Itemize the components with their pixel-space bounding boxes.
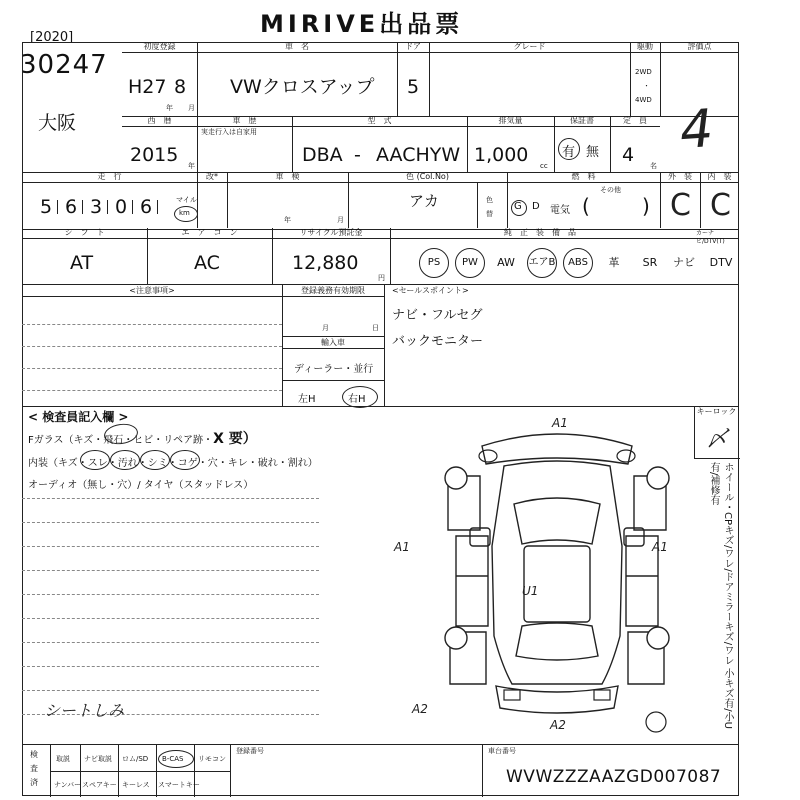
history-note: 実走行入は自家用 xyxy=(201,128,257,136)
aircon: AC xyxy=(194,252,220,274)
doc-bcas: B-CAS xyxy=(162,755,184,763)
displacement-label: 排気量 xyxy=(498,116,523,125)
drive-2wd: 2WD xyxy=(635,68,652,76)
score-value: 4 xyxy=(677,98,716,162)
key-lock-mark: 〆 xyxy=(706,427,729,452)
drive-label: 駆動 xyxy=(637,42,653,51)
handwritten-note: シートしみ xyxy=(44,701,125,720)
doc-smart-key: スマートキー xyxy=(158,781,200,789)
reg-month: 8 xyxy=(174,76,187,98)
doc-navi-manual: ナビ取説 xyxy=(84,755,112,763)
row1 xyxy=(122,42,739,116)
score-label: 評価点 xyxy=(687,42,712,51)
mark-a1-right: A1 xyxy=(652,540,668,554)
displacement-unit: cc xyxy=(540,162,548,170)
sales-point-2: バックモニター xyxy=(392,334,484,349)
interior-grade: C xyxy=(710,188,731,223)
mileage-unit-mile: マイル xyxy=(176,196,197,204)
glass-x: X 要） xyxy=(213,431,257,447)
equip-airbag: エアB xyxy=(527,248,557,278)
equip-aw: AW xyxy=(497,256,515,269)
row2 xyxy=(122,116,660,172)
interior-line: 内装（キズ・スレ・汚れ・シミ・コゲ・穴・キレ・破れ・割れ） xyxy=(28,458,318,469)
doc-manual: 取説 xyxy=(56,755,70,763)
mileage-digit: 6 xyxy=(65,196,78,218)
glass-text: Fガラス（キズ・飛石・ヒビ・リペア跡・ xyxy=(28,435,214,446)
vin-label: 車台番号 xyxy=(488,747,516,755)
docs-label-3: 済 xyxy=(30,778,38,787)
equipment-note: カーナビ/DTV(T) xyxy=(696,230,725,245)
mark-a2-rear: A2 xyxy=(550,718,566,732)
wheel-side-text: ホイール・CPキズ/ワレ/ドアミラーキズ/ワレ 小キズ有/小U有/補修有 xyxy=(708,462,733,729)
doc-rom-sd: ロム/SD xyxy=(122,755,149,763)
equip-leather: 革 xyxy=(608,256,620,269)
mileage-digits xyxy=(32,186,182,226)
equip-pw: PW xyxy=(455,248,485,278)
color-label: 色 (Col.No) xyxy=(406,172,449,181)
fuel-d: D xyxy=(532,201,540,212)
car-name-label: 車 名 xyxy=(285,42,309,51)
color: アカ xyxy=(409,192,439,210)
row3 xyxy=(22,172,739,228)
mark-u1-roof: U1 xyxy=(522,584,539,598)
row4 xyxy=(22,228,739,284)
exterior-label: 外 装 xyxy=(668,172,692,181)
sales-point-label: <セールスポイント> xyxy=(392,286,469,295)
mileage-label: 走 行 xyxy=(97,172,122,181)
doc-keyless: キーレス xyxy=(122,781,150,789)
west-year: 2015 xyxy=(130,144,179,166)
import-label: 輸入車 xyxy=(321,338,345,347)
capacity-unit: 名 xyxy=(650,162,657,170)
reg-expiry-month: 月 xyxy=(322,324,329,332)
equip-ps: PS xyxy=(419,248,449,278)
mileage-digit: 6 xyxy=(140,196,153,218)
lot-number: 30247 xyxy=(20,50,108,80)
drive-4wd: 4WD xyxy=(635,96,652,104)
doc-remote: リモコン xyxy=(198,755,226,763)
model-label: 型 式 xyxy=(367,116,392,125)
reg-label: 初度登録 xyxy=(143,42,176,51)
warranty-label: 保証書 xyxy=(570,116,594,125)
shift: AT xyxy=(70,252,94,274)
equip-sr: SR xyxy=(642,256,658,269)
mark-a1-front: A1 xyxy=(552,416,568,430)
caution-label: <注意事項> xyxy=(129,286,175,295)
venue: 大阪 xyxy=(38,112,77,134)
warranty-no: 無 xyxy=(586,145,600,160)
meter-label: 改* xyxy=(206,172,218,181)
notes-section xyxy=(22,284,739,407)
fuel-paren-close: ) xyxy=(642,194,650,218)
equip-dtv: DTV xyxy=(709,256,733,269)
equip-navi: ナビ xyxy=(673,256,695,269)
inspector-title: < 検査員記入欄 > xyxy=(28,410,129,424)
mark-a1-left: A1 xyxy=(394,540,410,554)
fuel-other: その他 xyxy=(600,186,621,194)
docs-label-2: 査 xyxy=(30,764,38,773)
recycle-label: リサイクル預託金 xyxy=(299,228,363,237)
equip-abs: ABS xyxy=(563,248,593,278)
model-code: AACHYW xyxy=(376,144,461,166)
form-title: MIRIVE出品票 xyxy=(260,10,464,38)
import-value: ディーラー・並行 xyxy=(294,364,374,375)
mark-a2-left: A2 xyxy=(412,702,428,716)
recycle-fee: 12,880 xyxy=(292,252,359,274)
mileage-unit-km: km xyxy=(179,209,190,217)
displacement: 1,000 xyxy=(474,144,529,166)
grade-label: グレード xyxy=(513,42,546,51)
car-diagram xyxy=(442,426,672,726)
sales-point-1: ナビ・フルセグ xyxy=(392,308,483,323)
mileage-digit: 5 xyxy=(40,196,53,218)
audio-tire-line: オーディオ（無し・穴）/ タイヤ（スタッドレス） xyxy=(28,480,254,491)
doors: 5 xyxy=(407,76,420,98)
doc-spare-key: スペアキー xyxy=(82,781,117,789)
capacity-label: 定 員 xyxy=(623,116,647,125)
reg-era: H27 xyxy=(128,76,167,98)
inspection-year-unit: 年 xyxy=(284,216,291,224)
fuel-label: 燃 料 xyxy=(571,172,596,181)
recycle-unit: 円 xyxy=(378,274,385,282)
door-label: ドア xyxy=(405,42,421,51)
history-label: 車 歴 xyxy=(232,116,257,125)
reg-expiry-day: 日 xyxy=(372,324,379,332)
mileage-digit: 0 xyxy=(115,196,128,218)
handle-right: 右H xyxy=(348,394,366,405)
footer xyxy=(22,744,739,797)
aircon-label: エ ア コ ン xyxy=(181,228,238,237)
drive-sep: ・ xyxy=(643,82,650,90)
inspector-section xyxy=(22,406,739,744)
doc-plate: ナンバー xyxy=(54,781,82,789)
reg-expiry-label: 登録義務有効期限 xyxy=(301,286,365,295)
shift-label: シ フ ト xyxy=(64,228,105,237)
west-year-label: 西 暦 xyxy=(147,116,172,125)
car-name: VWクロスアップ xyxy=(230,76,375,98)
glass-line xyxy=(28,428,257,448)
docs-label-1: 検 xyxy=(30,750,38,759)
model-prefix: DBA xyxy=(302,144,343,166)
reg-year-unit: 年 xyxy=(166,104,173,112)
inspection-month-unit: 月 xyxy=(337,216,344,224)
inspection-label: 車 検 xyxy=(275,172,300,181)
exterior-grade: C xyxy=(670,188,691,223)
color-change-1: 色 xyxy=(486,196,493,204)
fuel-paren-open: ( xyxy=(582,194,590,218)
warranty-yes: 有 xyxy=(562,145,576,160)
handle-left: 左H xyxy=(298,394,316,405)
interior-label: 内 装 xyxy=(707,172,732,181)
key-lock-label: キーロック xyxy=(696,407,737,416)
fuel-electric: 電気 xyxy=(550,205,570,216)
auction-year: [2020] xyxy=(30,30,74,45)
reg-number-label: 登録番号 xyxy=(236,747,264,755)
fuel-g: G xyxy=(514,201,522,212)
reg-month-unit: 月 xyxy=(188,104,195,112)
capacity: 4 xyxy=(622,144,635,166)
vin: WVWZZZAAZGD007087 xyxy=(506,767,722,787)
color-change-2: 替 xyxy=(486,210,493,218)
model-dash: - xyxy=(354,144,361,166)
equipment-label: 純 正 装 備 品 xyxy=(504,228,576,237)
west-year-unit: 年 xyxy=(188,162,195,170)
mileage-digit: 3 xyxy=(90,196,103,218)
